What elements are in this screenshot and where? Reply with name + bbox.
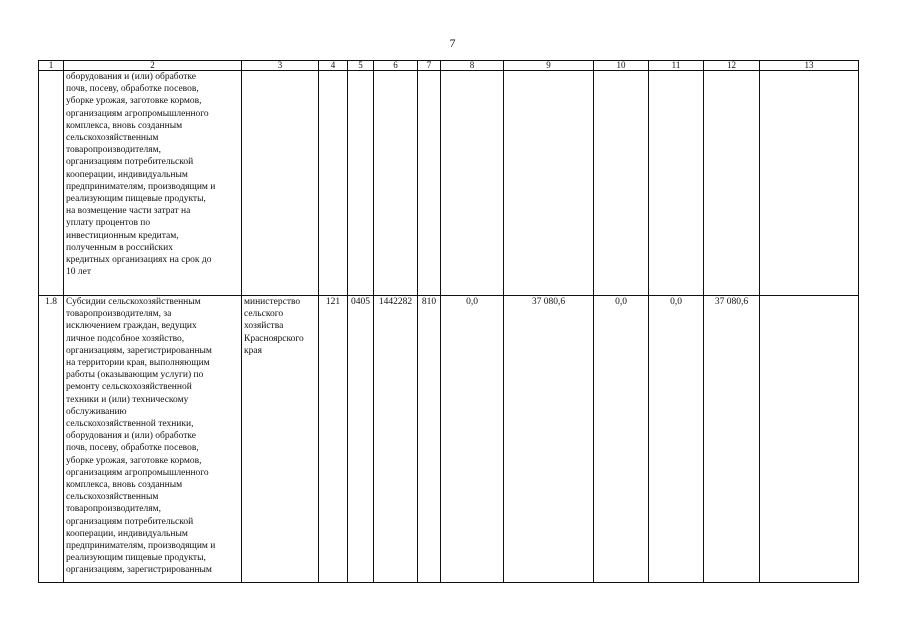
header-col-10: 10 bbox=[594, 61, 649, 71]
cell-vr: 810 bbox=[418, 296, 441, 583]
header-col-13: 13 bbox=[760, 61, 859, 71]
cell-grbs bbox=[319, 71, 348, 296]
cell-expected-result bbox=[760, 71, 859, 296]
cell-year-3 bbox=[594, 71, 649, 296]
table-row bbox=[39, 71, 859, 296]
administrator: министерство сельского хозяйства Красноярского края bbox=[242, 296, 319, 583]
cell-year-2 bbox=[504, 71, 594, 296]
header-col-4: 4 bbox=[319, 61, 348, 71]
cell-year-4 bbox=[649, 71, 704, 296]
cell-csr bbox=[374, 71, 418, 296]
header-col-7: 7 bbox=[418, 61, 441, 71]
cell-year-1: 0,0 bbox=[441, 296, 504, 583]
administrator bbox=[242, 71, 319, 296]
row-number bbox=[39, 71, 64, 296]
row-number: 1.8 bbox=[39, 296, 64, 583]
cell-year-3: 0,0 bbox=[594, 296, 649, 583]
cell-expected-result bbox=[760, 296, 859, 583]
cell-vr bbox=[418, 71, 441, 296]
header-col-9: 9 bbox=[504, 61, 594, 71]
cell-rzpr bbox=[348, 71, 374, 296]
measure-description: оборудования и (или) обработке почв, посеву, обработке посевов, уборке урожая, заготовке кормов, организациям агропромышленного комплекса, вновь созданным сельскохозяйственным товаропроизводителям, организациям потребительской кооперации, индивидуальным предпринимателям, производящим и реализующим пищевые продукты, на возмещение части затрат на уплату процентов по инвестиционным кредитам, полученным в российских кредитных организациях на срок до 10 лет bbox=[64, 71, 242, 296]
header-col-5: 5 bbox=[348, 61, 374, 71]
cell-csr: 1442282 bbox=[374, 296, 418, 583]
table-header-row bbox=[39, 61, 859, 71]
cell-rzpr: 0405 bbox=[348, 296, 374, 583]
cell-total bbox=[704, 71, 760, 296]
cell-year-1 bbox=[441, 71, 504, 296]
header-col-2: 2 bbox=[64, 61, 242, 71]
page-number: 7 bbox=[449, 36, 456, 50]
header-col-3: 3 bbox=[242, 61, 319, 71]
header-col-11: 11 bbox=[649, 61, 704, 71]
table-row bbox=[39, 296, 859, 583]
header-col-1: 1 bbox=[39, 61, 64, 71]
measure-description: Субсидии сельскохозяйственным товаропроизводителям, за исключением граждан, ведущих личное подсобное хозяйство, организациям, зарегистрированным на территории края, выполняющим работы (оказывающим услуги) по ремонту сельскохозяйственной техники и (или) техническому обслуживанию сельскохозяйственной техники, оборудования и (или) обработке почв, посеву, обработке посевов, уборке урожая, заготовке кормов, организациям агропромышленного комплекса, вновь созданным сельскохозяйственным товаропроизводителям, организациям потребительской кооперации, индивидуальным предпринимателям, производящим и реализующим пищевые продукты, организациям, зарегистрированным bbox=[64, 296, 242, 583]
cell-total: 37 080,6 bbox=[704, 296, 760, 583]
header-col-6: 6 bbox=[374, 61, 418, 71]
header-col-12: 12 bbox=[704, 61, 760, 71]
cell-grbs: 121 bbox=[319, 296, 348, 583]
budget-table bbox=[38, 60, 859, 583]
cell-year-4: 0,0 bbox=[649, 296, 704, 583]
cell-year-2: 37 080,6 bbox=[504, 296, 594, 583]
header-col-8: 8 bbox=[441, 61, 504, 71]
